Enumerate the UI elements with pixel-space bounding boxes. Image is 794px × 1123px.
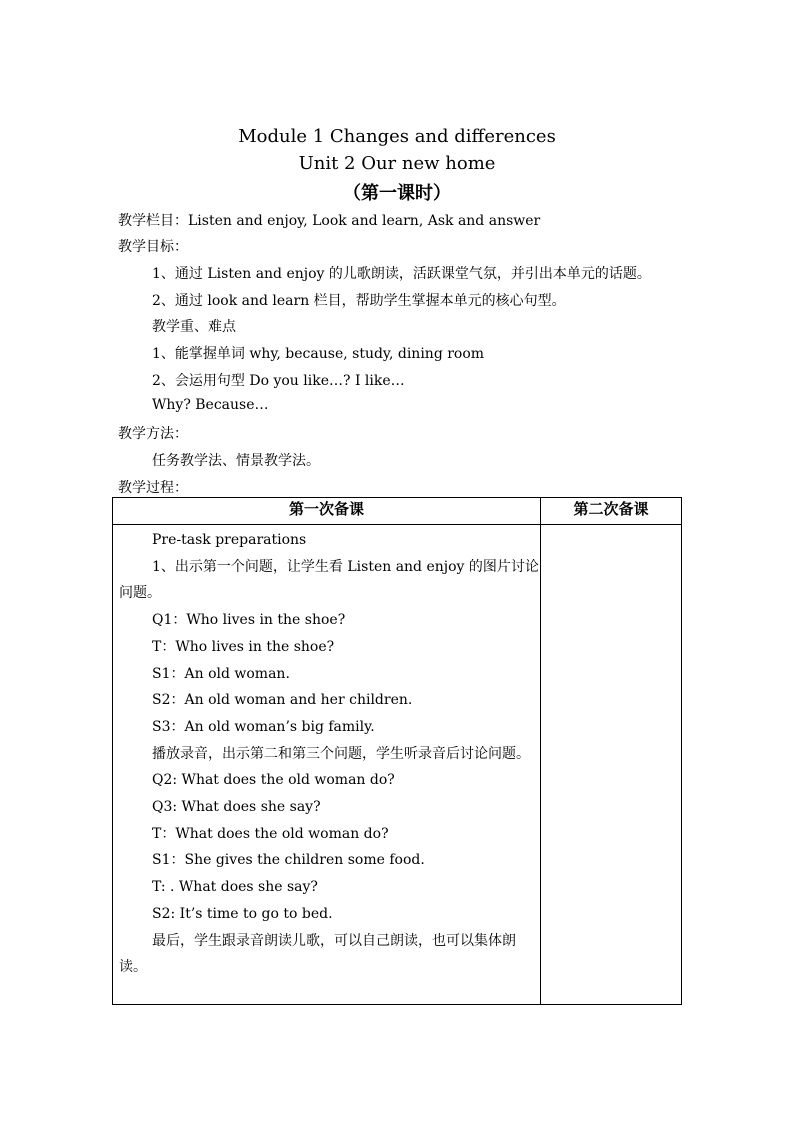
unit-title: Unit 2 Our new home (298, 153, 496, 174)
process-line: 最后，学生跟录音朗读儿歌，可以自己朗读，也可以集体朗读。 (119, 932, 516, 976)
objective-2: 2、通过 look and learn 栏目，帮助学生掌握本单元的核心句型。 (152, 293, 566, 309)
key-point-2: 2、会运用句型 Do you like…? I like… (152, 373, 405, 389)
process-line: T: . What does she say? (152, 879, 318, 896)
process-line: S3：An old woman’s big family. (152, 718, 375, 735)
objective-1: 1、通过 Listen and enjoy 的儿歌朗读，活跃课堂气氛，并引出本单元的话题。 (152, 266, 651, 282)
lesson-process-table (112, 497, 682, 1005)
process-line: Pre-task preparations (152, 532, 307, 548)
section-line: 教学栏目：Listen and enjoy, Look and learn, Ask and answer (118, 213, 541, 229)
process-line: S1：An old woman. (152, 665, 290, 682)
process-line: 1、出示第一个问题，让学生看 Listen and enjoy 的图片讨论问题。 (119, 558, 539, 602)
col1-header: 第一次备课 (113, 498, 541, 525)
key-points-label: 教学重、难点 (152, 319, 236, 335)
process-line: T：What does the old woman do? (152, 825, 389, 842)
process-line: S2: It’s time to go to bed. (152, 905, 333, 922)
first-prep-cell (113, 525, 541, 1005)
process-line: Q3: What does she say? (152, 799, 321, 816)
key-point-1: 1、能掌握单词 why, because, study, dining room (152, 346, 485, 362)
process-line: Q2: What does the old woman do? (152, 772, 395, 789)
process-line: Q1：Who lives in the shoe? (152, 612, 346, 629)
objectives-label: 教学目标： (118, 239, 188, 255)
process-label: 教学过程： (118, 480, 188, 496)
module-title: Module 1 Changes and differences (238, 126, 556, 147)
second-prep-cell (541, 525, 682, 1005)
lesson-title: （第一课时） (343, 183, 451, 204)
process-line: S2：An old woman and her children. (152, 692, 413, 709)
process-line: T：Who lives in the shoe? (152, 638, 335, 655)
key-point-2b: Why? Because… (152, 397, 269, 413)
process-line: 播放录音，出示第二和第三个问题，学生听录音后讨论问题。 (152, 745, 530, 762)
process-line: S1：She gives the children some food. (152, 852, 425, 869)
methods-text: 任务教学法、情景教学法。 (152, 453, 320, 469)
col2-header: 第二次备课 (541, 498, 682, 525)
methods-label: 教学方法： (118, 426, 188, 442)
